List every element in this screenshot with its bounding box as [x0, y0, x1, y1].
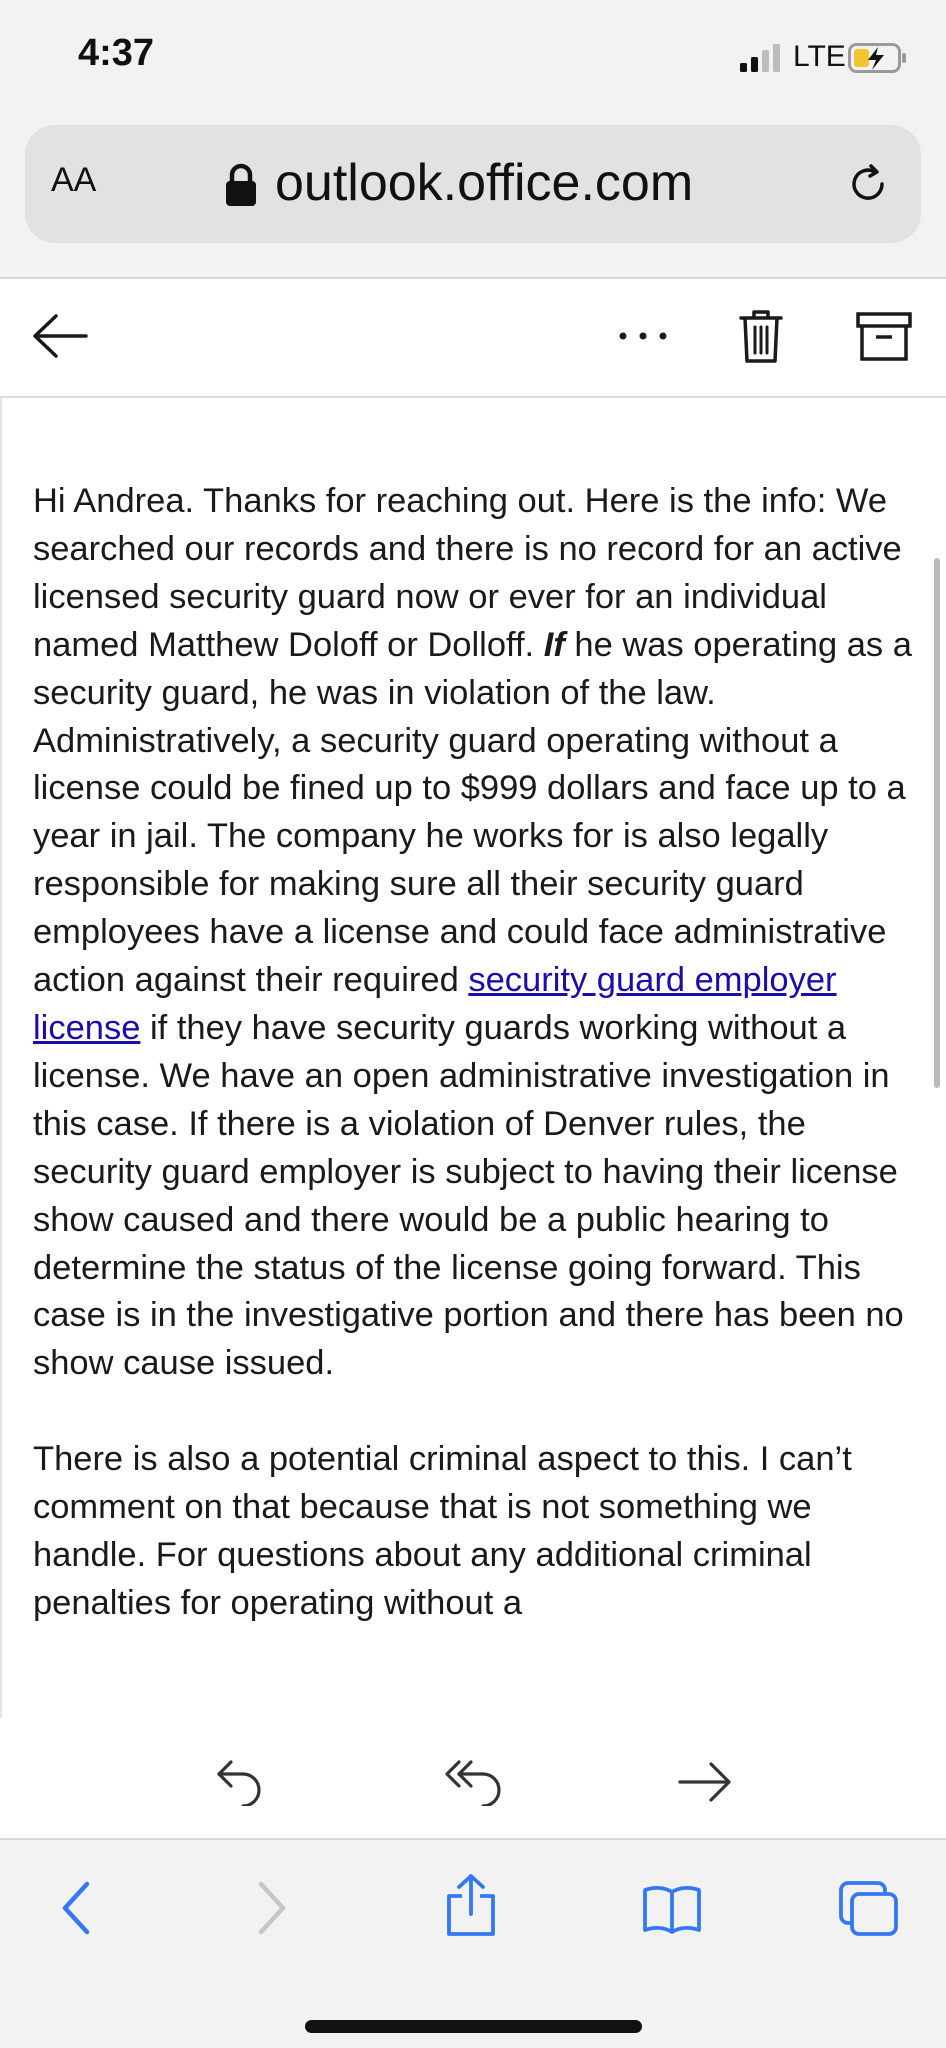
browser-toolbar [0, 1840, 946, 2048]
employer-license-link[interactable]: security guard employer license [33, 961, 837, 1047]
chevron-left-icon[interactable] [60, 1880, 92, 1936]
email-paragraph: There is also a potential criminal aspect to this. I can’t comment on that because that is not something we handle. For questions about any additional criminal penalties for operating without a [33, 1440, 852, 1622]
share-icon[interactable] [444, 1872, 498, 1938]
status-time: 4:37 [78, 32, 155, 74]
chevron-right-icon[interactable] [256, 1880, 288, 1936]
signal-icon [740, 44, 784, 72]
email-text [33, 478, 923, 1676]
lock-icon [225, 163, 257, 207]
more-icon[interactable] [617, 329, 669, 343]
tabs-icon[interactable] [838, 1880, 900, 1938]
reply-icon[interactable] [215, 1758, 265, 1806]
url-text[interactable]: outlook.office.com [275, 154, 694, 212]
home-indicator[interactable] [305, 2020, 642, 2033]
text-size-button[interactable]: AA [51, 161, 97, 199]
email-body [0, 398, 946, 1718]
email-text-segment: Hi Andrea. Thanks for reaching out. Here is the info: We searched our records and there is no record for an active licensed security guard now or ever for an individual named Matthew Doloff or Dolloff. [33, 482, 902, 664]
email-paragraph [33, 478, 923, 1388]
mail-toolbar [0, 279, 946, 396]
message-action-bar [0, 1718, 946, 1838]
forward-icon[interactable] [677, 1760, 733, 1804]
battery-charging-icon [848, 43, 908, 73]
email-text-segment: if they have security guards working without a license. We have an open administrative investigation in this case. If there is a violation of Denver rules, the security guard employer is subject to having their license show caused and there would be a public hearing to determine the status of the license going forward. This case is in the investigative portion and there has been no show cause issued. [33, 1008, 904, 1383]
email-emphasis: If [543, 625, 565, 664]
trash-icon[interactable] [738, 309, 784, 365]
reply-all-icon[interactable] [445, 1758, 505, 1806]
archive-icon[interactable] [856, 312, 912, 362]
address-bar[interactable] [25, 125, 921, 243]
email-text-segment: he was operating as a security guard, he was in violation of the law. Administratively, a security guard operating without a license could be fined up to $999 dollars and face up to a year in jail. The company he works for is also legally responsible for making sure all their security guard employees have a license and could face administrative action against their required [33, 625, 912, 1000]
bookmarks-icon[interactable] [642, 1884, 702, 1934]
scrollbar[interactable] [934, 558, 940, 1088]
status-bar [0, 0, 946, 118]
reload-icon[interactable] [845, 161, 891, 207]
back-arrow-icon[interactable] [30, 311, 90, 361]
network-label: LTE [793, 40, 846, 73]
